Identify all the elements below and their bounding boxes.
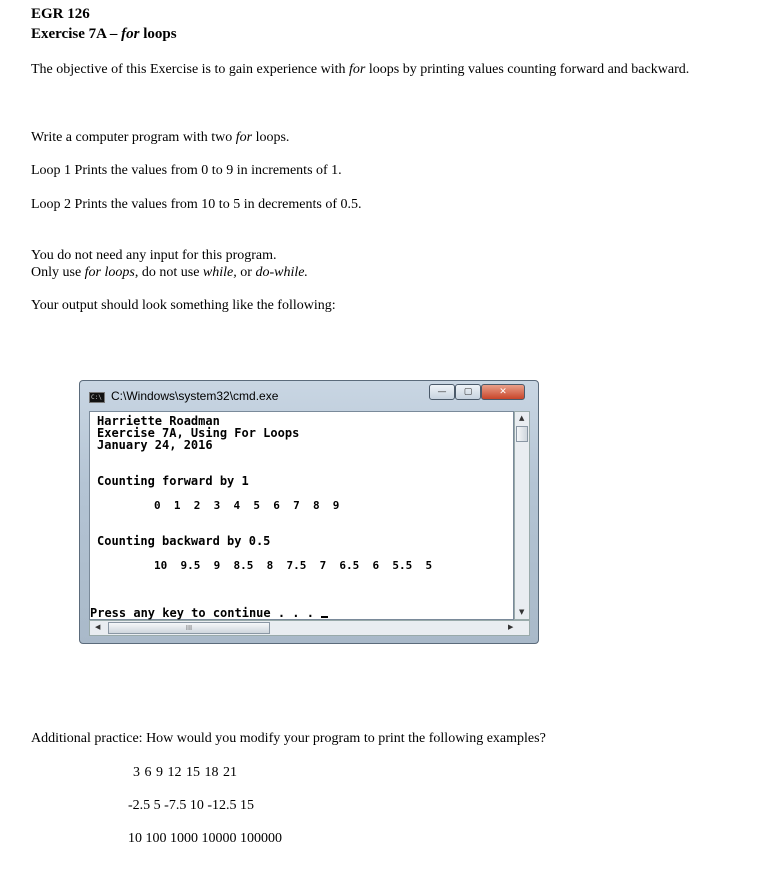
objective-text-after: loops by printing values counting forward and backward. <box>365 62 690 77</box>
additional-practice: Additional practice: How would you modify your program to print the following examples? <box>31 731 546 746</box>
course-title: EGR 126 <box>31 6 90 22</box>
loop2-instruction: Loop 2 Prints the values from 10 to 5 in decrements of 0.5. <box>31 197 362 212</box>
exercise-title <box>31 25 177 43</box>
console-prompt <box>90 607 328 620</box>
objective-italic: for <box>349 62 366 77</box>
console-backward-values: 10 9.5 9 8.5 8 7.5 7 6.5 6 5.5 5 <box>154 559 433 572</box>
cmd-titlebar[interactable] <box>80 381 538 411</box>
no-input-note: You do not need any input for this program. <box>31 248 277 263</box>
only-use-italic-dowhile: do-while. <box>255 265 308 280</box>
scroll-down-icon[interactable]: ▼ <box>519 608 525 616</box>
vertical-scroll-thumb[interactable] <box>516 426 528 442</box>
exercise-title-italic: for <box>121 26 140 42</box>
exercise-title-prefix: Exercise 7A – <box>31 26 122 42</box>
cmd-window-title: C:\Windows\system32\cmd.exe <box>111 389 279 403</box>
task-paragraph <box>31 130 289 146</box>
console-forward-label: Counting forward by 1 <box>97 474 249 488</box>
example-alternating: -2.5 5 -7.5 10 -12.5 15 <box>128 798 254 813</box>
console-forward-values: 0 1 2 3 4 5 6 7 8 9 <box>154 499 340 512</box>
objective-paragraph <box>31 62 689 78</box>
only-use-note <box>31 265 308 281</box>
only-use-before: Only use <box>31 265 85 280</box>
scroll-left-icon[interactable]: ◀ <box>95 623 101 631</box>
objective-text-before: The objective of this Exercise is to gain experience with <box>31 62 350 77</box>
only-use-middle: , do not use <box>134 265 203 280</box>
task-text-before: Write a computer program with two <box>31 130 236 145</box>
task-italic: for <box>235 130 253 145</box>
scroll-up-icon[interactable]: ▲ <box>519 414 525 422</box>
loop1-instruction: Loop 1 Prints the values from 0 to 9 in increments of 1. <box>31 163 342 178</box>
example-multiples-of-3: 3 6 9 12 15 18 21 <box>133 765 237 780</box>
console-line-date: January 24, 2016 <box>97 438 213 452</box>
console-cursor <box>321 616 328 618</box>
cmd-icon: C:\ <box>89 392 105 403</box>
console-prompt-text: Press any key to continue . . . <box>90 606 322 620</box>
close-button[interactable]: ✕ <box>481 384 525 400</box>
only-use-middle2: or <box>236 265 256 280</box>
vertical-scrollbar[interactable] <box>514 411 530 620</box>
example-powers-of-10: 10 100 1000 10000 100000 <box>128 831 282 846</box>
maximize-button[interactable]: ▢ <box>455 384 481 400</box>
only-use-italic-for: for loops <box>84 265 135 280</box>
console-line-name: Harriette Roadman <box>97 414 220 428</box>
task-text-after: loops. <box>252 130 290 145</box>
exercise-title-suffix: loops <box>139 26 177 42</box>
minimize-button[interactable]: — <box>429 384 455 400</box>
console-line-exercise: Exercise 7A, Using For Loops <box>97 426 300 440</box>
scroll-right-icon[interactable]: ▶ <box>508 623 514 631</box>
cmd-window <box>79 380 539 644</box>
console-backward-label: Counting backward by 0.5 <box>97 534 271 548</box>
horizontal-scroll-thumb[interactable]: III <box>108 622 270 634</box>
console-output[interactable] <box>89 411 514 620</box>
only-use-italic-while: while, <box>202 265 237 280</box>
output-intro: Your output should look something like the following: <box>31 298 336 313</box>
horizontal-scrollbar[interactable] <box>89 620 530 636</box>
